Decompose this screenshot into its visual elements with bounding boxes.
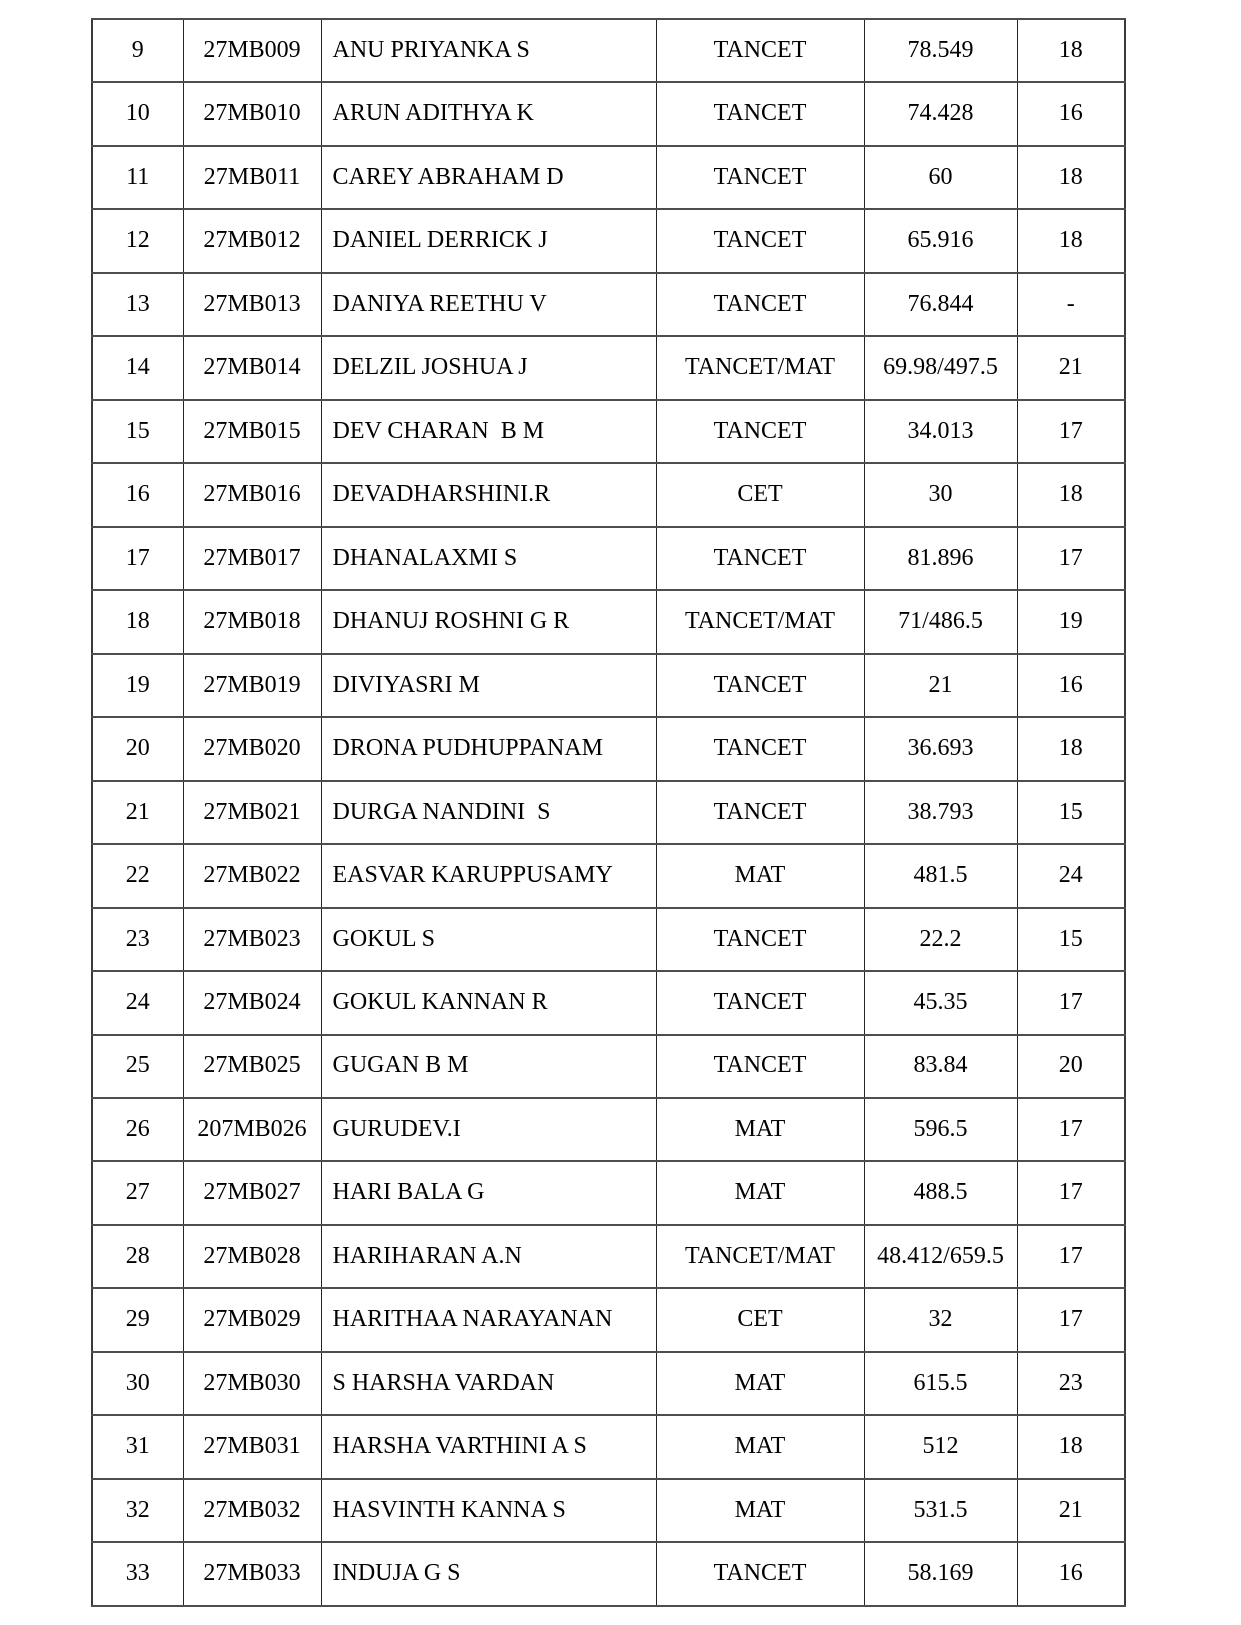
register-no-cell: 27MB031 xyxy=(183,1415,321,1478)
serial-cell: 20 xyxy=(92,717,183,780)
exam-cell: MAT xyxy=(656,844,864,907)
table-row xyxy=(92,971,1125,1034)
serial-cell: 27 xyxy=(92,1161,183,1224)
register-no-cell: 27MB028 xyxy=(183,1225,321,1288)
marks-cell: 18 xyxy=(1017,19,1125,82)
exam-cell: MAT xyxy=(656,1098,864,1161)
table-row xyxy=(92,527,1125,590)
register-no-cell: 27MB014 xyxy=(183,336,321,399)
register-no-cell: 27MB032 xyxy=(183,1479,321,1542)
table-row xyxy=(92,654,1125,717)
register-no-cell: 27MB020 xyxy=(183,717,321,780)
name-cell: HARIHARAN A.N xyxy=(321,1225,656,1288)
name-cell: DIVIYASRI M xyxy=(321,654,656,717)
marks-cell: 24 xyxy=(1017,844,1125,907)
score-cell: 596.5 xyxy=(864,1098,1017,1161)
register-no-cell: 27MB025 xyxy=(183,1035,321,1098)
name-cell: HARI BALA G xyxy=(321,1161,656,1224)
table-row xyxy=(92,1098,1125,1161)
register-no-cell: 27MB029 xyxy=(183,1288,321,1351)
serial-cell: 17 xyxy=(92,527,183,590)
exam-cell: TANCET xyxy=(656,908,864,971)
exam-cell: MAT xyxy=(656,1415,864,1478)
marks-cell: 17 xyxy=(1017,1225,1125,1288)
marks-cell: 21 xyxy=(1017,1479,1125,1542)
marks-cell: 18 xyxy=(1017,463,1125,526)
score-cell: 60 xyxy=(864,146,1017,209)
serial-cell: 28 xyxy=(92,1225,183,1288)
score-cell: 78.549 xyxy=(864,19,1017,82)
register-no-cell: 27MB009 xyxy=(183,19,321,82)
results-table-body xyxy=(92,19,1125,1606)
register-no-cell: 27MB016 xyxy=(183,463,321,526)
marks-cell: 18 xyxy=(1017,717,1125,780)
register-no-cell: 207MB026 xyxy=(183,1098,321,1161)
serial-cell: 10 xyxy=(92,82,183,145)
table-row xyxy=(92,1352,1125,1415)
register-no-cell: 27MB024 xyxy=(183,971,321,1034)
marks-cell: 18 xyxy=(1017,146,1125,209)
student-score-table xyxy=(91,18,1126,1607)
name-cell: GOKUL S xyxy=(321,908,656,971)
serial-cell: 19 xyxy=(92,654,183,717)
name-cell: INDUJA G S xyxy=(321,1542,656,1606)
exam-cell: MAT xyxy=(656,1479,864,1542)
name-cell: DHANUJ ROSHNI G R xyxy=(321,590,656,653)
serial-cell: 32 xyxy=(92,1479,183,1542)
table-row xyxy=(92,209,1125,272)
exam-cell: TANCET xyxy=(656,400,864,463)
name-cell: GURUDEV.I xyxy=(321,1098,656,1161)
table-row xyxy=(92,1225,1125,1288)
register-no-cell: 27MB027 xyxy=(183,1161,321,1224)
serial-cell: 31 xyxy=(92,1415,183,1478)
marks-cell: 18 xyxy=(1017,209,1125,272)
serial-cell: 9 xyxy=(92,19,183,82)
exam-cell: TANCET xyxy=(656,527,864,590)
serial-cell: 18 xyxy=(92,590,183,653)
serial-cell: 12 xyxy=(92,209,183,272)
serial-cell: 23 xyxy=(92,908,183,971)
marks-cell: 21 xyxy=(1017,336,1125,399)
marks-cell: 17 xyxy=(1017,527,1125,590)
score-cell: 30 xyxy=(864,463,1017,526)
marks-cell: 16 xyxy=(1017,654,1125,717)
marks-cell: 19 xyxy=(1017,590,1125,653)
serial-cell: 30 xyxy=(92,1352,183,1415)
name-cell: DHANALAXMI S xyxy=(321,527,656,590)
serial-cell: 33 xyxy=(92,1542,183,1606)
table-row xyxy=(92,781,1125,844)
register-no-cell: 27MB022 xyxy=(183,844,321,907)
exam-cell: TANCET xyxy=(656,971,864,1034)
table-row xyxy=(92,1542,1125,1606)
table-row xyxy=(92,336,1125,399)
table-row xyxy=(92,908,1125,971)
register-no-cell: 27MB012 xyxy=(183,209,321,272)
exam-cell: TANCET xyxy=(656,781,864,844)
exam-cell: TANCET xyxy=(656,1035,864,1098)
serial-cell: 13 xyxy=(92,273,183,336)
serial-cell: 14 xyxy=(92,336,183,399)
register-no-cell: 27MB010 xyxy=(183,82,321,145)
register-no-cell: 27MB021 xyxy=(183,781,321,844)
exam-cell: TANCET xyxy=(656,19,864,82)
marks-cell: 20 xyxy=(1017,1035,1125,1098)
score-cell: 65.916 xyxy=(864,209,1017,272)
serial-cell: 15 xyxy=(92,400,183,463)
name-cell: HASVINTH KANNA S xyxy=(321,1479,656,1542)
name-cell: DRONA PUDHUPPANAM xyxy=(321,717,656,780)
serial-cell: 29 xyxy=(92,1288,183,1351)
score-cell: 38.793 xyxy=(864,781,1017,844)
table-row xyxy=(92,717,1125,780)
serial-cell: 11 xyxy=(92,146,183,209)
exam-cell: TANCET/MAT xyxy=(656,590,864,653)
name-cell: ANU PRIYANKA S xyxy=(321,19,656,82)
table-row xyxy=(92,463,1125,526)
name-cell: HARSHA VARTHINI A S xyxy=(321,1415,656,1478)
exam-cell: MAT xyxy=(656,1161,864,1224)
marks-cell: 18 xyxy=(1017,1415,1125,1478)
score-cell: 32 xyxy=(864,1288,1017,1351)
register-no-cell: 27MB013 xyxy=(183,273,321,336)
name-cell: ARUN ADITHYA K xyxy=(321,82,656,145)
marks-cell: 16 xyxy=(1017,82,1125,145)
score-cell: 21 xyxy=(864,654,1017,717)
exam-cell: TANCET/MAT xyxy=(656,336,864,399)
score-cell: 48.412/659.5 xyxy=(864,1225,1017,1288)
score-cell: 22.2 xyxy=(864,908,1017,971)
exam-cell: TANCET xyxy=(656,273,864,336)
marks-cell: 17 xyxy=(1017,1288,1125,1351)
score-cell: 34.013 xyxy=(864,400,1017,463)
table-row xyxy=(92,1415,1125,1478)
score-cell: 76.844 xyxy=(864,273,1017,336)
marks-cell: 17 xyxy=(1017,400,1125,463)
score-cell: 481.5 xyxy=(864,844,1017,907)
score-cell: 58.169 xyxy=(864,1542,1017,1606)
serial-cell: 25 xyxy=(92,1035,183,1098)
marks-cell: 17 xyxy=(1017,1161,1125,1224)
exam-cell: TANCET xyxy=(656,654,864,717)
register-no-cell: 27MB023 xyxy=(183,908,321,971)
document-page xyxy=(91,18,1126,1607)
serial-cell: 16 xyxy=(92,463,183,526)
marks-cell: 15 xyxy=(1017,908,1125,971)
exam-cell: TANCET xyxy=(656,146,864,209)
marks-cell: 16 xyxy=(1017,1542,1125,1606)
name-cell: HARITHAA NARAYANAN xyxy=(321,1288,656,1351)
name-cell: DURGA NANDINI S xyxy=(321,781,656,844)
name-cell: DEVADHARSHINI.R xyxy=(321,463,656,526)
score-cell: 531.5 xyxy=(864,1479,1017,1542)
score-cell: 36.693 xyxy=(864,717,1017,780)
table-row xyxy=(92,590,1125,653)
exam-cell: CET xyxy=(656,463,864,526)
table-row xyxy=(92,273,1125,336)
register-no-cell: 27MB017 xyxy=(183,527,321,590)
table-row xyxy=(92,400,1125,463)
register-no-cell: 27MB030 xyxy=(183,1352,321,1415)
name-cell: DELZIL JOSHUA J xyxy=(321,336,656,399)
table-row xyxy=(92,19,1125,82)
table-row xyxy=(92,82,1125,145)
score-cell: 71/486.5 xyxy=(864,590,1017,653)
score-cell: 615.5 xyxy=(864,1352,1017,1415)
table-row xyxy=(92,1479,1125,1542)
name-cell: GOKUL KANNAN R xyxy=(321,971,656,1034)
register-no-cell: 27MB019 xyxy=(183,654,321,717)
score-cell: 81.896 xyxy=(864,527,1017,590)
marks-cell: 15 xyxy=(1017,781,1125,844)
serial-cell: 22 xyxy=(92,844,183,907)
exam-cell: TANCET xyxy=(656,82,864,145)
register-no-cell: 27MB018 xyxy=(183,590,321,653)
exam-cell: CET xyxy=(656,1288,864,1351)
name-cell: DANIYA REETHU V xyxy=(321,273,656,336)
name-cell: CAREY ABRAHAM D xyxy=(321,146,656,209)
exam-cell: TANCET xyxy=(656,1542,864,1606)
serial-cell: 26 xyxy=(92,1098,183,1161)
name-cell: DEV CHARAN B M xyxy=(321,400,656,463)
marks-cell: 17 xyxy=(1017,971,1125,1034)
name-cell: S HARSHA VARDAN xyxy=(321,1352,656,1415)
name-cell: GUGAN B M xyxy=(321,1035,656,1098)
table-row xyxy=(92,844,1125,907)
register-no-cell: 27MB011 xyxy=(183,146,321,209)
name-cell: DANIEL DERRICK J xyxy=(321,209,656,272)
exam-cell: TANCET xyxy=(656,209,864,272)
marks-cell: 17 xyxy=(1017,1098,1125,1161)
score-cell: 45.35 xyxy=(864,971,1017,1034)
serial-cell: 24 xyxy=(92,971,183,1034)
marks-cell: 23 xyxy=(1017,1352,1125,1415)
register-no-cell: 27MB033 xyxy=(183,1542,321,1606)
table-row xyxy=(92,1288,1125,1351)
serial-cell: 21 xyxy=(92,781,183,844)
marks-cell: - xyxy=(1017,273,1125,336)
score-cell: 83.84 xyxy=(864,1035,1017,1098)
name-cell: EASVAR KARUPPUSAMY xyxy=(321,844,656,907)
exam-cell: TANCET xyxy=(656,717,864,780)
score-cell: 488.5 xyxy=(864,1161,1017,1224)
table-row xyxy=(92,1161,1125,1224)
exam-cell: TANCET/MAT xyxy=(656,1225,864,1288)
register-no-cell: 27MB015 xyxy=(183,400,321,463)
table-row xyxy=(92,1035,1125,1098)
score-cell: 74.428 xyxy=(864,82,1017,145)
score-cell: 512 xyxy=(864,1415,1017,1478)
table-row xyxy=(92,146,1125,209)
score-cell: 69.98/497.5 xyxy=(864,336,1017,399)
exam-cell: MAT xyxy=(656,1352,864,1415)
